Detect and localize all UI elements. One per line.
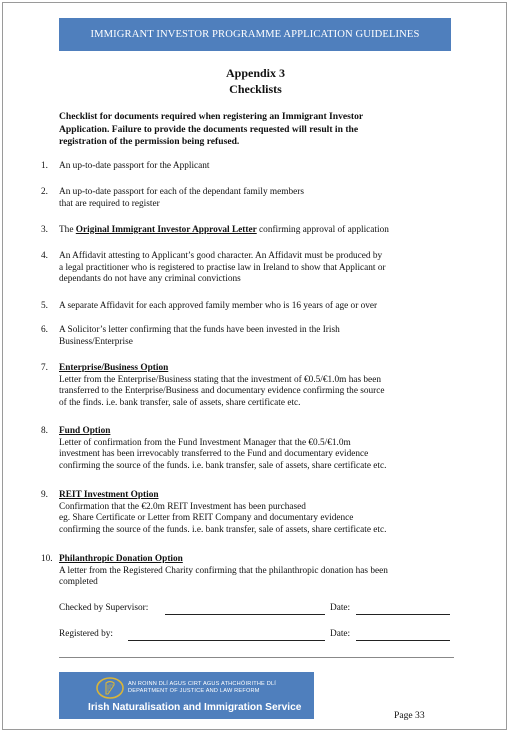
item-number: 8. [41,426,48,436]
intro-line: registration of the permission being refused. [59,136,240,148]
checklists-heading: Checklists [229,82,282,96]
item-text: confirming the source of the funds. i.e. bank transfer, sale of assets, share certificate etc. [59,460,387,471]
item-number: 3. [41,225,48,235]
item-text: A Solicitor’s letter confirming that the funds have been invested in the Irish [59,325,340,335]
item-text: Letter of confirmation from the Fund Investment Manager that the €0.5/€1.0m [59,437,351,448]
item-text: transferred to the Enterprise/Business and documentary evidence confirming the source [59,386,385,397]
registered-signoff-row [59,629,454,643]
registered-signature-line[interactable] [128,640,325,641]
item-text: confirming approval of application [256,225,389,235]
footer-divider [59,657,454,658]
header-banner [59,18,451,51]
item-text: The [59,225,76,235]
item-text: eg. Share Certificate or Letter from REIT Company and documentary evidence [59,513,354,524]
appendix-heading: Appendix 3 [225,66,286,80]
item-number: 1. [41,161,48,171]
registered-date-line[interactable] [356,640,450,641]
intro-line: Checklist for documents required when registering an Immigrant Investor [59,111,364,122]
item-heading: REIT Investment Option [59,490,159,500]
checked-by-label: Checked by Supervisor: [59,603,149,613]
item-text: a legal practitioner who is registered to practise law in Ireland to show that Applicant or [59,262,386,273]
service-name: Irish Naturalisation and Immigration Service [88,702,302,713]
date-label: Date: [330,603,351,613]
item-heading: Enterprise/Business Option [59,363,169,373]
item-number: 6. [41,325,48,335]
footer-banner [59,672,314,719]
item-number: 10. [41,554,53,564]
item-text: An Affidavit attesting to Applicant’s good character. An Affidavit must be produced by [59,251,383,261]
item-heading: Fund Option [59,426,111,436]
header-title: IMMIGRANT INVESTOR PROGRAMME APPLICATION GUIDELINES [90,29,420,40]
item-text: A separate Affidavit for each approved family member who is 16 years of age or over [59,301,378,311]
intro-paragraph [59,111,451,149]
department-name-english: DEPARTMENT OF JUSTICE AND LAW REFORM [128,688,260,694]
item-text: dependants do not have any criminal convictions [59,274,241,285]
item-heading: Philanthropic Donation Option [59,554,183,564]
item-text: confirming the source of the funds. i.e. bank transfer, sale of assets, share certificate etc. [59,524,387,535]
item-text: A letter from the Registered Charity confirming that the philanthropic donation has been [59,565,388,576]
supervisor-date-line[interactable] [356,614,450,615]
item-text: investment has been irrevocably transferred to the Fund and documentary evidence [59,449,369,460]
department-name-irish: AN ROINN DLÍ AGUS CIRT AGUS ATHCHÓIRITHE DLÍ [128,681,277,687]
item-text: that are required to register [59,198,160,209]
supervisor-signature-line[interactable] [165,614,325,615]
item-text: completed [59,577,98,588]
item-text: An up-to-date passport for each of the dependant family members [59,187,304,197]
item-text: of the finds. i.e. bank transfer, sale of assets, share certificate etc. [59,397,301,408]
intro-line: Application. Failure to provide the documents requested will result in the [59,123,359,135]
item-number: 9. [41,490,48,500]
approval-letter-emphasis: Original Immigrant Investor Approval Letter [75,225,257,235]
item-text: An up-to-date passport for the Applicant [59,161,210,171]
item-text: Confirmation that the €2.0m REIT Investment has been purchased [59,501,306,512]
page-number: Page 33 [394,710,425,721]
registered-by-label: Registered by: [59,629,113,639]
item-text: Letter from the Enterprise/Business stating that the investment of €0.5/€1.0m has been [59,374,381,385]
harp-emblem-icon [96,677,124,699]
item-number: 7. [41,363,48,373]
item-text: Business/Enterprise [59,336,133,347]
item-number: 2. [41,187,48,197]
supervisor-signoff-row [59,603,454,617]
item-number: 4. [41,251,48,261]
item-number: 5. [41,301,48,311]
date-label: Date: [330,629,351,639]
